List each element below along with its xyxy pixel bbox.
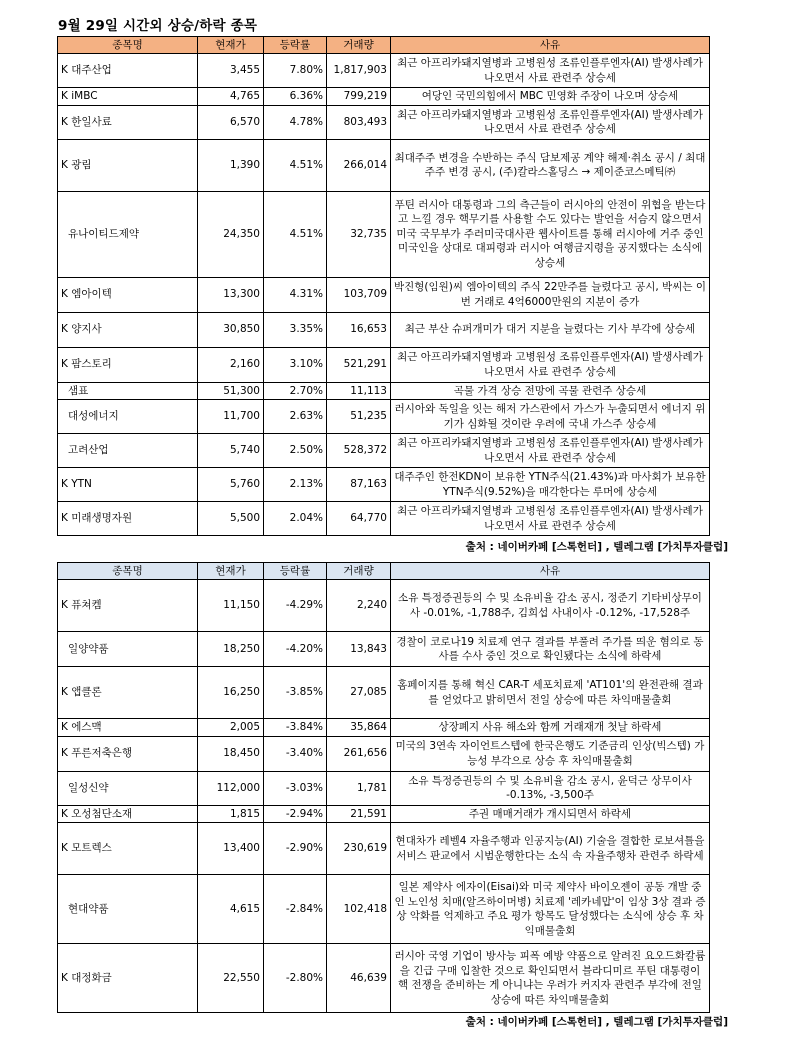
table-row [58, 105, 710, 139]
stock-volume: 11,113 [327, 382, 391, 400]
stock-price: 13,400 [198, 823, 264, 875]
table-row [58, 805, 710, 823]
stock-price: 11,700 [198, 400, 264, 434]
stock-price: 18,250 [198, 632, 264, 667]
falling-stocks-table [57, 562, 710, 1013]
stock-price: 13,300 [198, 277, 264, 312]
stock-name: K YTN [58, 468, 198, 502]
stock-reason: 미국의 3연속 자이언트스텝에 한국은행도 기준금리 인상(빅스텝) 가능성 부각으로 상승 후 차익매물출회 [391, 736, 710, 771]
stock-change: 3.35% [264, 312, 327, 347]
stock-volume: 2,240 [327, 580, 391, 632]
stock-reason: 최근 아프리카돼지열병과 고병원성 조류인플루엔자(AI) 발생사례가 나오면서 사료 관련주 상승세 [391, 502, 710, 536]
stock-change: -3.03% [264, 771, 327, 805]
stock-name: 현대약품 [58, 875, 198, 944]
stock-price: 4,615 [198, 875, 264, 944]
stock-name: K 한일사료 [58, 105, 198, 139]
stock-reason: 경찰이 코로나19 치료제 연구 결과를 부풀려 주가를 띄운 혐의로 동사를 수사 중인 것으로 확인됐다는 소식에 하락세 [391, 632, 710, 667]
stock-price: 1,390 [198, 139, 264, 191]
stock-change: -2.94% [264, 805, 327, 823]
stock-price: 6,570 [198, 105, 264, 139]
stock-volume: 799,219 [327, 88, 391, 106]
stock-change: -3.84% [264, 719, 327, 737]
stock-name: K 대정화금 [58, 944, 198, 1013]
stock-reason: 최근 아프리카돼지열병과 고병원성 조류인플루엔자(AI) 발생사례가 나오면서 사료 관련주 상승세 [391, 54, 710, 88]
stock-name: 고려산업 [58, 434, 198, 468]
header-change: 등락률 [264, 563, 327, 580]
stock-name: K 광림 [58, 139, 198, 191]
stock-volume: 51,235 [327, 400, 391, 434]
table-row [58, 632, 710, 667]
stock-name: 대성에너지 [58, 400, 198, 434]
stock-price: 24,350 [198, 191, 264, 277]
stock-change: 4.51% [264, 139, 327, 191]
stock-volume: 102,418 [327, 875, 391, 944]
stock-reason: 소유 특정증권등의 수 및 소유비율 감소 공시, 윤덕근 상무이사 -0.13%, -3,500주 [391, 771, 710, 805]
stock-volume: 64,770 [327, 502, 391, 536]
stock-change: -3.40% [264, 736, 327, 771]
table-row [58, 434, 710, 468]
stock-name: K 오성첨단소재 [58, 805, 198, 823]
stock-name: K 미래생명자원 [58, 502, 198, 536]
stock-change: -2.90% [264, 823, 327, 875]
stock-volume: 1,817,903 [327, 54, 391, 88]
stock-change: 7.80% [264, 54, 327, 88]
table-row [58, 400, 710, 434]
stock-reason: 최근 부산 슈퍼개미가 대거 지분을 늘렸다는 기사 부각에 상승세 [391, 312, 710, 347]
stock-reason: 소유 특정증권등의 수 및 소유비율 감소 공시, 정준기 기타비상무이사 -0.01%, -1,788주, 김희섭 사내이사 -0.12%, -17,528주 [391, 580, 710, 632]
stock-name: 샘표 [58, 382, 198, 400]
table-header-row [58, 37, 710, 54]
header-name: 종목명 [58, 37, 198, 54]
table-row [58, 347, 710, 382]
stock-price: 4,765 [198, 88, 264, 106]
stock-name: 일양약품 [58, 632, 198, 667]
table-row [58, 667, 710, 719]
header-price: 현재가 [198, 37, 264, 54]
table-row [58, 382, 710, 400]
stock-change: -2.80% [264, 944, 327, 1013]
table-header-row [58, 563, 710, 580]
table-row [58, 468, 710, 502]
stock-volume: 521,291 [327, 347, 391, 382]
header-volume: 거래량 [327, 563, 391, 580]
stock-name: K 대주산업 [58, 54, 198, 88]
stock-price: 18,450 [198, 736, 264, 771]
stock-volume: 46,639 [327, 944, 391, 1013]
stock-volume: 87,163 [327, 468, 391, 502]
stock-change: 3.10% [264, 347, 327, 382]
header-price: 현재가 [198, 563, 264, 580]
header-reason: 사유 [391, 563, 710, 580]
stock-volume: 32,735 [327, 191, 391, 277]
stock-change: 4.31% [264, 277, 327, 312]
stock-reason: 주권 매매거래가 개시되면서 하락세 [391, 805, 710, 823]
stock-reason: 러시아 국영 기업이 방사능 피폭 예방 약품으로 알려진 요오드화칼륨을 긴급 구매 입찰한 것으로 확인되면서 블라디미르 푸틴 대통령이 핵 전쟁을 준비하는 게 아니냐는 우려가 커지자 관련주 부각에 전일 상승에 따른 차익매물출회 [391, 944, 710, 1013]
stock-reason: 현대차가 레벨4 자율주행과 인공지능(AI) 기술을 결합한 로보셔틀을 서비스 판교에서 시범운행한다는 소식 속 자율주행차 관련주 하락세 [391, 823, 710, 875]
stock-volume: 230,619 [327, 823, 391, 875]
stock-volume: 35,864 [327, 719, 391, 737]
stock-reason: 최근 아프리카돼지열병과 고병원성 조류인플루엔자(AI) 발생사례가 나오면서 사료 관련주 상승세 [391, 434, 710, 468]
stock-price: 2,160 [198, 347, 264, 382]
stock-price: 30,850 [198, 312, 264, 347]
page-title: 9월 29일 시간외 상승/하락 종목 [58, 18, 258, 34]
stock-name: K iMBC [58, 88, 198, 106]
stock-change: -4.20% [264, 632, 327, 667]
header-change: 등락률 [264, 37, 327, 54]
stock-name: K 팜스토리 [58, 347, 198, 382]
stock-reason: 러시아와 독일을 잇는 해저 가스관에서 가스가 누출되면서 에너지 위기가 심화될 것이란 우려에 국내 가스주 상승세 [391, 400, 710, 434]
table-row [58, 875, 710, 944]
stock-volume: 13,843 [327, 632, 391, 667]
stock-reason: 박진형(임원)씨 엠아이텍의 주식 22만주를 늘렸다고 공시, 박씨는 이번 거래로 4억6000만원의 지분이 증가 [391, 277, 710, 312]
stock-price: 112,000 [198, 771, 264, 805]
stock-reason: 최대주주 변경을 수반하는 주식 담보제공 계약 해제·취소 공시 / 최대주주 변경 공시, (주)칼라스홀딩스 → 제이준코스메틱㈜ [391, 139, 710, 191]
source-caption: 출처 : 네이버카페 [스톡헌터] , 텔레그램 [가치투자클럽] [465, 1016, 728, 1028]
stock-name: 일성신약 [58, 771, 198, 805]
stock-name: 유나이티드제약 [58, 191, 198, 277]
stock-price: 5,500 [198, 502, 264, 536]
table-row [58, 312, 710, 347]
stock-reason: 곡물 가격 상승 전망에 곡물 관련주 상승세 [391, 382, 710, 400]
stock-name: K 퓨쳐켐 [58, 580, 198, 632]
stock-change: -4.29% [264, 580, 327, 632]
table-row [58, 191, 710, 277]
stock-price: 3,455 [198, 54, 264, 88]
stock-change: 4.51% [264, 191, 327, 277]
stock-volume: 16,653 [327, 312, 391, 347]
table-row [58, 719, 710, 737]
stock-change: 4.78% [264, 105, 327, 139]
source-caption: 출처 : 네이버카페 [스톡헌터] , 텔레그램 [가치투자클럽] [465, 541, 728, 553]
stock-reason: 최근 아프리카돼지열병과 고병원성 조류인플루엔자(AI) 발생사례가 나오면서 사료 관련주 상승세 [391, 347, 710, 382]
stock-name: K 양지사 [58, 312, 198, 347]
stock-price: 51,300 [198, 382, 264, 400]
table-row [58, 736, 710, 771]
stock-change: 2.50% [264, 434, 327, 468]
stock-volume: 261,656 [327, 736, 391, 771]
stock-volume: 1,781 [327, 771, 391, 805]
table-row [58, 580, 710, 632]
table-row [58, 823, 710, 875]
stock-volume: 21,591 [327, 805, 391, 823]
table-row [58, 88, 710, 106]
table-row [58, 502, 710, 536]
stock-name: K 엠아이텍 [58, 277, 198, 312]
stock-change: -3.85% [264, 667, 327, 719]
table-row [58, 139, 710, 191]
stock-price: 22,550 [198, 944, 264, 1013]
rising-stocks-table [57, 36, 710, 536]
table-row [58, 277, 710, 312]
stock-change: -2.84% [264, 875, 327, 944]
stock-change: 2.13% [264, 468, 327, 502]
stock-change: 2.04% [264, 502, 327, 536]
stock-name: K 푸른저축은행 [58, 736, 198, 771]
stock-reason: 최근 아프리카돼지열병과 고병원성 조류인플루엔자(AI) 발생사례가 나오면서 사료 관련주 상승세 [391, 105, 710, 139]
stock-price: 1,815 [198, 805, 264, 823]
stock-change: 6.36% [264, 88, 327, 106]
header-reason: 사유 [391, 37, 710, 54]
stock-price: 16,250 [198, 667, 264, 719]
stock-price: 11,150 [198, 580, 264, 632]
table-row [58, 771, 710, 805]
table-row [58, 54, 710, 88]
stock-volume: 266,014 [327, 139, 391, 191]
stock-change: 2.70% [264, 382, 327, 400]
header-volume: 거래량 [327, 37, 391, 54]
stock-reason: 푸틴 러시아 대통령과 그의 측근들이 러시아의 안전이 위협을 받는다고 느낄 경우 핵무기를 사용할 수도 있다는 발언을 서슴지 않으면서 미국 국무부가 주러미국대사관 웹사이트를 통해 러시아에 거주 중인 미국인을 상대로 대피령과 러시아 여행금지령을 공지했다는 소식에 상승세 [391, 191, 710, 277]
table-row [58, 944, 710, 1013]
stock-reason: 상장폐지 사유 해소와 함께 거래재개 첫날 하락세 [391, 719, 710, 737]
stock-price: 5,760 [198, 468, 264, 502]
header-name: 종목명 [58, 563, 198, 580]
stock-change: 2.63% [264, 400, 327, 434]
stock-reason: 여당인 국민의힘에서 MBC 민영화 주장이 나오며 상승세 [391, 88, 710, 106]
stock-name: K 에스맥 [58, 719, 198, 737]
stock-volume: 528,372 [327, 434, 391, 468]
stock-volume: 27,085 [327, 667, 391, 719]
stock-name: K 모트렉스 [58, 823, 198, 875]
stock-volume: 103,709 [327, 277, 391, 312]
stock-reason: 대주주인 한전KDN이 보유한 YTN주식(21.43%)과 마사회가 보유한 YTN주식(9.52%)을 매각한다는 루머에 상승세 [391, 468, 710, 502]
stock-name: K 앱클론 [58, 667, 198, 719]
stock-price: 2,005 [198, 719, 264, 737]
stock-reason: 홈페이지를 통해 혁신 CAR-T 세포치료제 'AT101'의 완전관해 결과를 얻었다고 밝히면서 전일 상승에 따른 차익매물출회 [391, 667, 710, 719]
stock-volume: 803,493 [327, 105, 391, 139]
stock-reason: 일본 제약사 에자이(Eisai)와 미국 제약사 바이오젠이 공동 개발 중인 노인성 치매(알즈하이머병) 치료제 '레카네맙'이 임상 3상 결과 증상 악화를 억제하고 주요 평가 항목도 달성했다는 소식에 상승 후 차익매물출회 [391, 875, 710, 944]
stock-price: 5,740 [198, 434, 264, 468]
